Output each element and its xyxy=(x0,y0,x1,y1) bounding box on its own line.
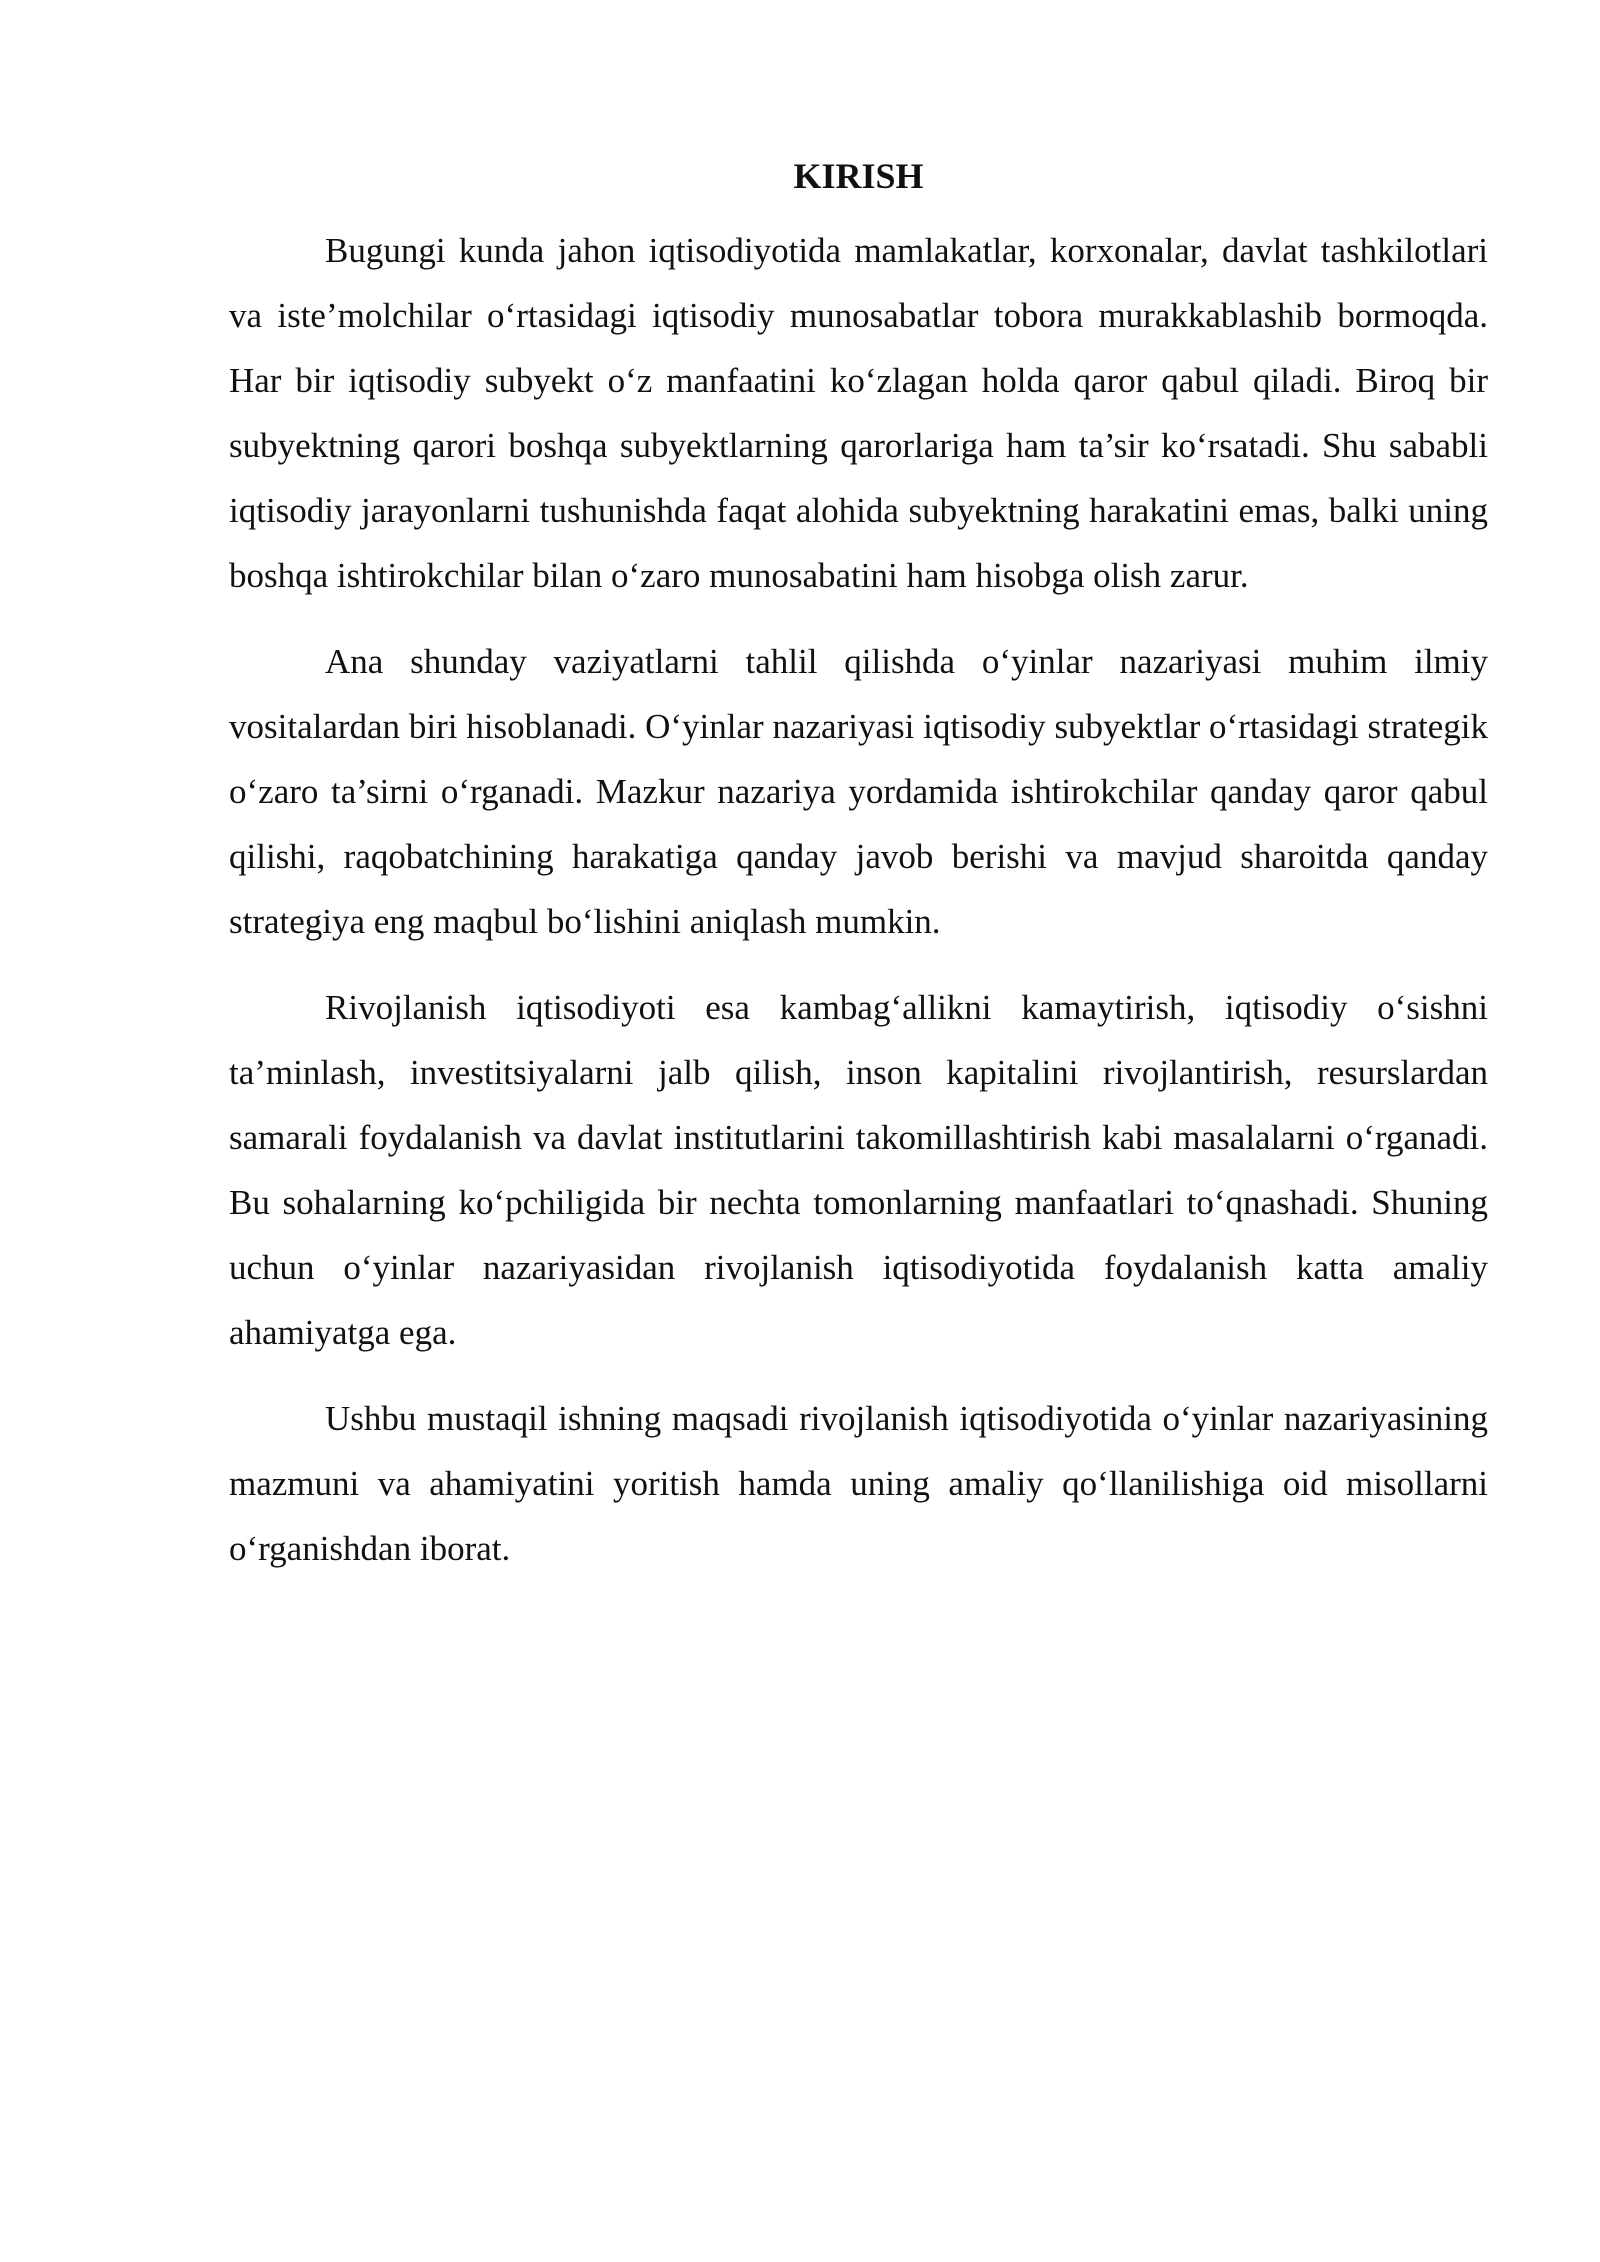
page-title: KIRISH xyxy=(793,156,924,196)
paragraph-4: Ushbu mustaqil ishning maqsadi rivojlanish iqtisodiyotida o‘yinlar nazariyasining mazmuni va ahamiyatini yoritish hamda uning amaliy qo‘llanilishiga oid misollarni o‘rganishdan iborat. xyxy=(229,1399,1488,1568)
paragraph-1: Bugungi kunda jahon iqtisodiyotida mamlakatlar, korxonalar, davlat tashkilotlari va iste’molchilar o‘rtasidagi iqtisodiy munosabatlar tobora murakkablashib bormoqda. Har bir iqtisodiy subyekt o‘z manfaatini ko‘zlagan holda qaror qabul qiladi. Biroq bir subyektning qarori boshqa subyektlarning qarorlariga ham ta’sir ko‘rsatadi. Shu sababli iqtisodiy jarayonlarni tushunishda faqat alohida subyektning harakatini emas, balki uning boshqa ishtirokchilar bilan o‘zaro munosabatini ham hisobga olish zarur. xyxy=(229,231,1488,595)
paragraph-2: Ana shunday vaziyatlarni tahlil qilishda o‘yinlar nazariyasi muhim ilmiy vositalardan biri hisoblanadi. O‘yinlar nazariyasi iqtisodiy subyektlar o‘rtasidagi strategik o‘zaro ta’sirni o‘rganadi. Mazkur nazariya yordamida ishtirokchilar qanday qaror qabul qilishi, raqobatchining harakatiga qanday javob berishi va mavjud sharoitda qanday strategiya eng maqbul bo‘lishini aniqlash mumkin. xyxy=(229,642,1488,941)
paragraph-3: Rivojlanish iqtisodiyoti esa kambag‘allikni kamaytirish, iqtisodiy o‘sishni ta’minlash, investitsiyalarni jalb qilish, inson kapitalini rivojlantirish, resurslardan samarali foydalanish va davlat institutlarini takomillashtirish kabi masalalarni o‘rganadi. Bu sohalarning ko‘pchiligida bir nechta tomonlarning manfaatlari to‘qnashadi. Shuning uchun o‘yinlar nazariyasidan rivojlanish iqtisodiyotida foydalanish katta amaliy ahamiyatga ega. xyxy=(229,988,1488,1352)
